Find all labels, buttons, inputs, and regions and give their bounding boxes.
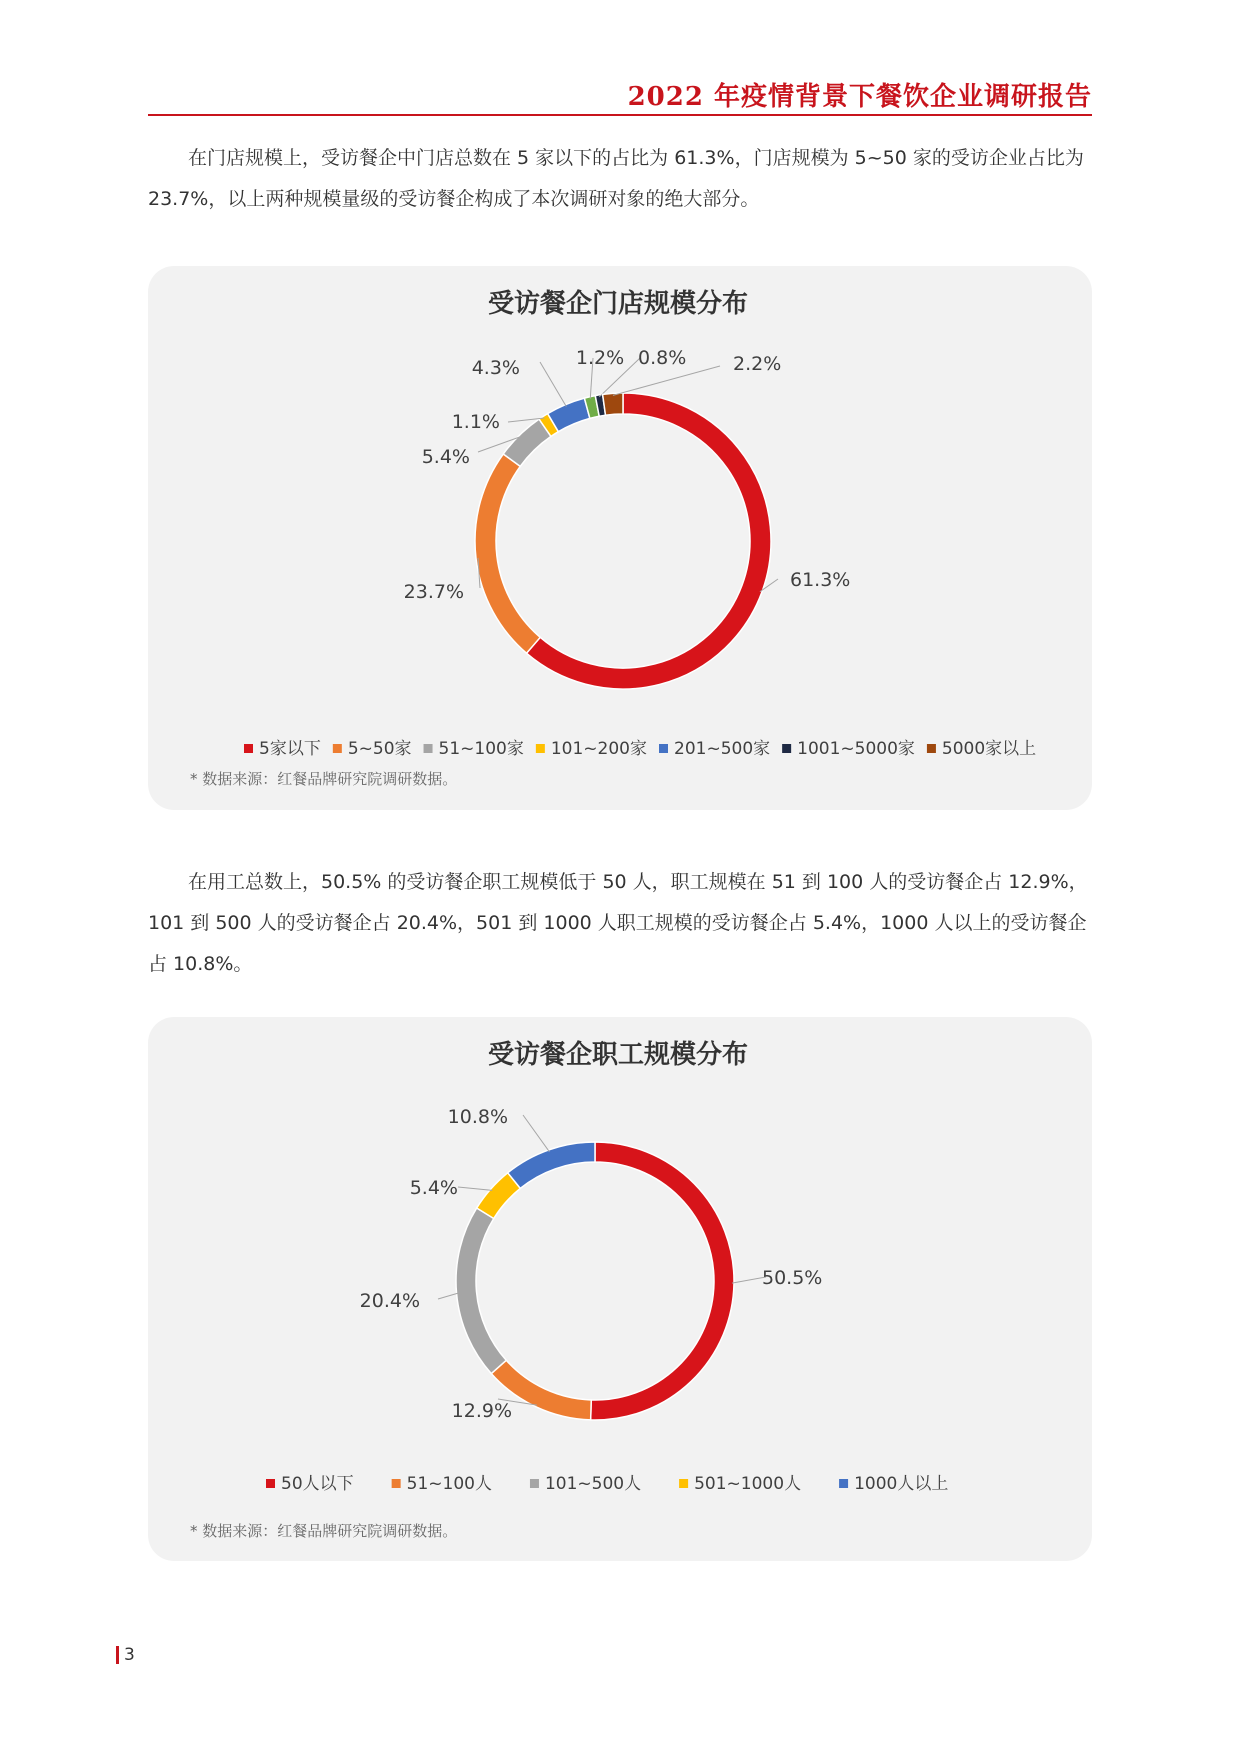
legend-swatch [333,744,342,753]
slice-data-label: 61.3% [790,569,851,591]
source-note-text: 数据来源：红餐品牌研究院调研数据。 [202,770,458,788]
legend-swatch [679,1479,688,1488]
legend-label: 51~100家 [438,739,524,759]
legend-label: 101~500人 [544,1474,642,1494]
donut-slice [508,1142,595,1188]
leader-line [438,1293,459,1299]
legend-label: 1001~5000家 [797,739,915,759]
leader-line [732,1277,766,1283]
donut-chart-staff-scale [148,1017,1092,1561]
slice-data-label: 50.5% [762,1267,823,1289]
leader-line [458,1187,492,1190]
donut-slice [603,393,623,415]
page-number [116,1645,135,1665]
legend-swatch [424,744,433,753]
slice-data-label: 10.8% [447,1106,508,1128]
leader-line [523,1115,549,1152]
slice-data-label: 12.9% [451,1400,512,1422]
legend-swatch [536,744,545,753]
slice-data-label: 4.3% [471,357,520,379]
legend-label: 5000家以上 [941,739,1037,759]
donut-slice [527,393,771,689]
page-number-bar [116,1646,119,1664]
legend-swatch [530,1479,539,1488]
donut-slice [475,454,540,653]
legend-label: 50人以下 [281,1474,354,1494]
slice-data-label: 5.4% [421,446,470,468]
slice-data-label: 23.7% [403,581,464,603]
header-divider [148,114,1092,116]
paragraph-store-scale: 在门店规模上，受访餐企中门店总数在 5 家以下的占比为 61.3%，门店规模为 5~50 家的受访企业占比为 23.7%，以上两种规模量级的受访餐企构成了本次调研对象的绝大部分。 [148,147,1084,210]
slice-data-label: 1.1% [451,411,500,433]
slice-data-label: 2.2% [733,353,782,375]
legend-label: 1000人以上 [854,1474,949,1494]
chart-title: 受访餐企门店规模分布 [487,289,749,319]
legend-swatch [244,744,253,753]
legend-label: 101~200家 [550,739,647,759]
slice-data-label: 5.4% [409,1177,458,1199]
legend-swatch [392,1479,401,1488]
donut-slice [456,1208,506,1374]
legend-swatch [782,744,791,753]
legend-swatch [659,744,668,753]
report-title: 2022 年疫情背景下餐饮企业调研报告 [627,82,1092,112]
legend-label: 501~1000人 [694,1474,802,1494]
source-note-text: 数据来源：红餐品牌研究院调研数据。 [202,1522,458,1540]
donut-slice [591,1142,734,1420]
source-note: * 数据来源：红餐品牌研究院调研数据。 [190,770,458,788]
legend-label: 5~50家 [347,739,412,759]
legend-label: 201~500家 [674,739,771,759]
slice-data-label: 1.2% [575,347,625,369]
legend-swatch [266,1479,275,1488]
page-number-text: 3 [124,1645,135,1665]
slice-data-label: 20.4% [359,1290,420,1312]
source-note: * 数据来源：红餐品牌研究院调研数据。 [190,1522,458,1540]
legend-swatch [839,1479,848,1488]
leader-line [613,366,720,395]
chart-card-staff-scale [148,1017,1092,1561]
legend-label: 5家以下 [259,739,321,759]
chart-card-store-scale [148,266,1092,810]
slice-data-label: 0.8% [638,347,687,369]
legend-label: 51~100人 [406,1474,492,1494]
leader-line [540,362,566,406]
legend-swatch [927,744,936,753]
donut-chart-store-scale [148,266,1092,810]
paragraph-staff-scale: 在用工总数上，50.5% 的受访餐企职工规模低于 50 人，职工规模在 51 到 100 人的受访餐企占 12.9%，101 到 500 人的受访餐企占 20.4%，501 到 1000 人职工规模的受访餐企占 5.4%，1000 人以上的受访餐企占 10.8%。 [148,871,1088,975]
chart-title: 受访餐企职工规模分布 [487,1040,749,1070]
